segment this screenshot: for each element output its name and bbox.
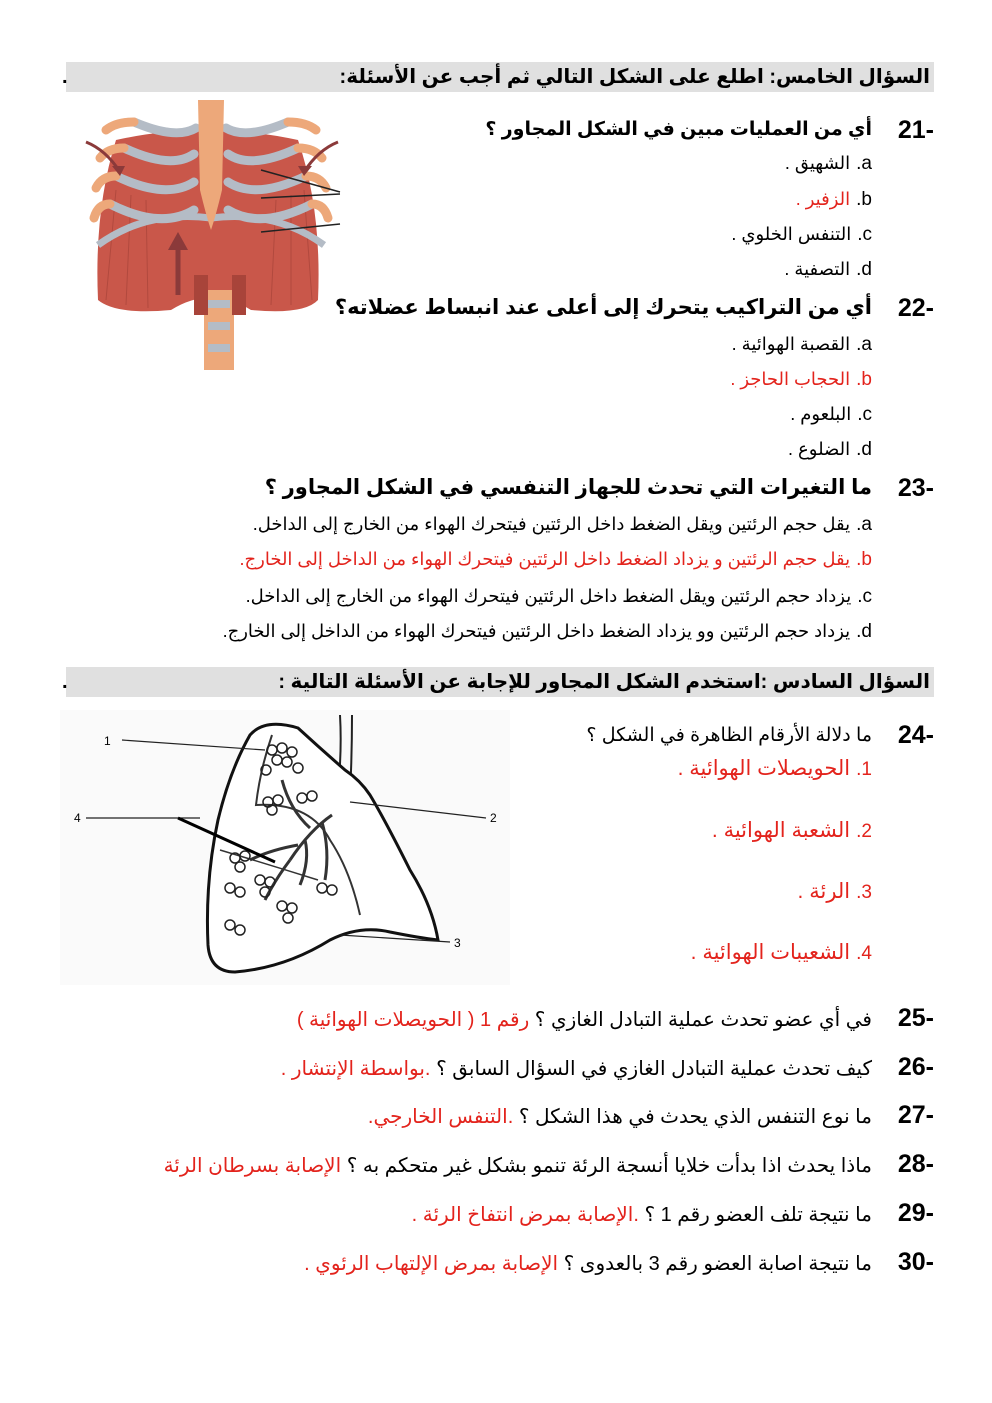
q22-number: 22- [897, 294, 934, 322]
option-text: يقل حجم الرئتين و يزداد الضغط داخل الرئتين فيتحرك الهواء من الداخل إلى الخارج. [239, 549, 851, 569]
option-letter: b. [856, 549, 872, 570]
q21-option-d [784, 259, 872, 281]
option-text: الزفير . [795, 189, 851, 209]
thorax-diaphragm-figure [76, 100, 346, 372]
option-text: يزداد حجم الرئتين ويقل الضغط داخل الرئتين فيتحرك الهواء من الخارج إلى الداخل. [245, 586, 852, 606]
q27-answer: .التنفس الخارجي. [367, 1106, 514, 1128]
lung-label-3: 3 [454, 936, 461, 950]
q22-option-c [790, 404, 872, 426]
section5-title: السؤال الخامس: اطلع على الشكل التالي ثم أجب عن الأسئلة: [339, 66, 930, 88]
option-text: يزداد حجم الرئتين وو يزداد الضغط داخل الرئتين فيتحرك الهواء من الداخل إلى الخارج. [222, 621, 851, 641]
q29-number: 29- [897, 1199, 934, 1227]
q26-answer: .بواسطة الإنتشار . [280, 1058, 431, 1080]
q23-option-a [253, 514, 872, 536]
q24-answer-2 [712, 818, 872, 843]
option-letter: c. [857, 404, 872, 425]
q28-text: ماذا يحدث اذا بدأت خلايا أنسجة الرئة تنمو بشكل غير متحكم به ؟ [346, 1155, 872, 1177]
lung-label-4: 4 [74, 811, 81, 825]
q24-text: ما دلالة الأرقام الظاهرة في الشكل ؟ [586, 725, 872, 746]
q27-number: 27- [897, 1101, 934, 1129]
q27-text: ما نوع التنفس الذي يحدث في هذا الشكل ؟ [518, 1106, 872, 1128]
q21-text: أي من العمليات مبين في الشكل المجاور ؟ [485, 119, 872, 140]
option-letter: a. [856, 153, 872, 174]
answer-number: 2. [856, 821, 872, 842]
answer-text: الشعبة الهوائية . [711, 819, 851, 842]
q21-option-b [796, 189, 872, 211]
answer-text: الحويصلات الهوائية . [677, 757, 851, 780]
option-letter: d. [856, 439, 872, 460]
section6-header [62, 667, 934, 697]
q21-number: 21- [897, 116, 934, 144]
q22-option-b [730, 369, 872, 391]
section5-header [62, 62, 934, 92]
option-text: الضلوع . [788, 439, 851, 459]
q30-line [304, 1251, 872, 1276]
option-letter: a. [856, 334, 872, 355]
option-letter: d. [856, 259, 872, 280]
q23-option-b [240, 549, 872, 571]
section5-trailing-dot: . [62, 66, 68, 88]
q25-answer: رقم 1 ( الحويصلات الهوائية ) [296, 1009, 530, 1031]
q28-answer: الإصابة بسرطان الرئة [163, 1155, 342, 1177]
q24-number: 24- [897, 721, 934, 749]
answer-text: الشعيبات الهوائية . [690, 941, 851, 964]
option-letter: d. [856, 621, 872, 642]
q30-text: ما نتيجة اصابة العضو رقم 3 بالعدوى ؟ [563, 1253, 872, 1275]
q22-option-d [788, 439, 872, 461]
q30-number: 30- [897, 1248, 934, 1276]
q23-text: ما التغيرات التي تحدث للجهاز التنفسي في الشكل المجاور ؟ [264, 476, 872, 499]
q22-text: أي من التراكيب يتحرك إلى أعلى عند انبساط عضلاته؟ [334, 296, 872, 319]
option-letter: b. [856, 369, 872, 390]
answer-number: 1. [856, 759, 872, 780]
q29-line [412, 1202, 872, 1227]
answer-number: 4. [856, 943, 872, 964]
lung-figure [60, 710, 510, 985]
q23-number: 23- [897, 474, 934, 502]
q23-option-d [223, 621, 872, 643]
q26-number: 26- [897, 1053, 934, 1081]
q25-line [297, 1007, 872, 1032]
q23-option-c [246, 586, 872, 608]
option-text: يقل حجم الرئتين ويقل الضغط داخل الرئتين فيتحرك الهواء من الخارج إلى الداخل. [252, 514, 851, 534]
q26-line [281, 1056, 872, 1081]
lung-label-2: 2 [490, 811, 497, 825]
answer-text: الرئة . [797, 880, 851, 903]
section6-trailing-dot: . [62, 671, 68, 693]
q29-answer: .الإصابة بمرض انتفاخ الرئة . [411, 1204, 639, 1226]
answer-number: 3. [856, 882, 872, 903]
q26-text: كيف تحدث عملية التبادل الغازي في السؤال السابق ؟ [436, 1058, 872, 1080]
option-text: البلعوم . [790, 404, 852, 424]
q21-option-a [785, 153, 872, 175]
section6-title: السؤال السادس :استخدم الشكل المجاور للإجابة عن الأسئلة التالية : [278, 671, 930, 693]
q24-answer-1 [678, 756, 872, 781]
option-text: التنفس الخلوي . [731, 224, 852, 244]
option-letter: b. [856, 189, 872, 210]
q25-number: 25- [897, 1004, 934, 1032]
option-text: القصبة الهوائية . [731, 334, 851, 354]
option-text: الحجاب الحاجز . [730, 369, 851, 389]
q25-text: في أي عضو تحدث عملية التبادل الغازي ؟ [534, 1009, 872, 1031]
q28-line [164, 1153, 872, 1178]
q28-number: 28- [897, 1150, 934, 1178]
q22-option-a [732, 334, 872, 356]
q24-answer-4 [691, 940, 872, 965]
option-text: الشهيق . [784, 153, 851, 173]
q24-answer-3 [798, 879, 872, 904]
option-letter: a. [856, 514, 872, 535]
option-letter: c. [857, 224, 872, 245]
q27-line [368, 1104, 872, 1129]
q21-option-c [731, 224, 872, 246]
lung-label-1: 1 [104, 734, 111, 748]
q29-text: ما نتيجة تلف العضو رقم 1 ؟ [644, 1204, 872, 1226]
option-letter: c. [857, 586, 872, 607]
q30-answer: الإصابة بمرض الإلتهاب الرئوي . [304, 1253, 559, 1275]
option-text: التصفية . [784, 259, 851, 279]
